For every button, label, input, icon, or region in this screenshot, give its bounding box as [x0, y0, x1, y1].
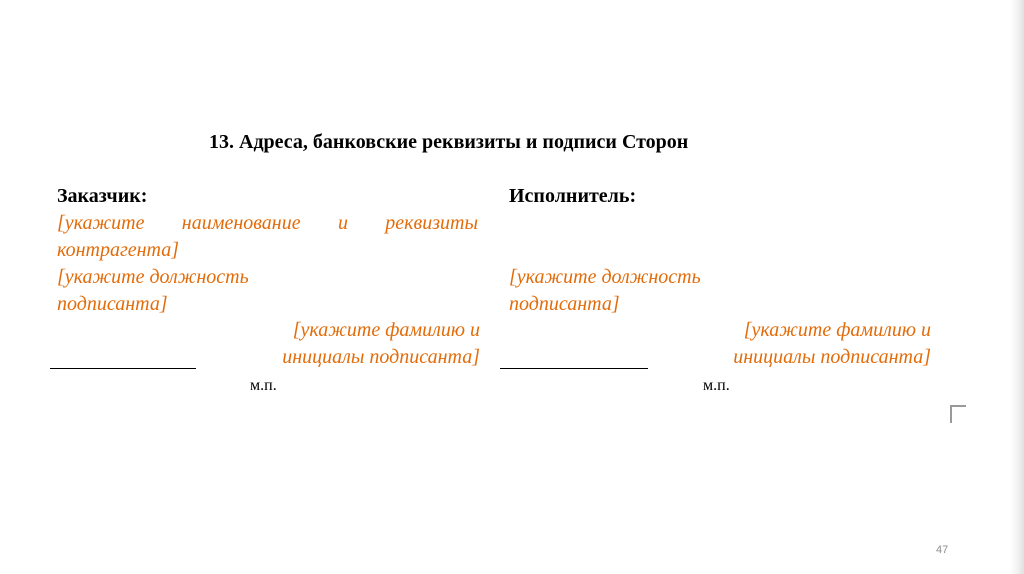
customer-requisites-placeholder-cont: контрагента]	[57, 239, 180, 261]
customer-name-placeholder-cont: инициалы подписанта]	[282, 346, 480, 368]
executor-name-placeholder-cont: инициалы подписанта]	[733, 346, 931, 368]
customer-heading: Заказчик:	[57, 185, 148, 207]
corner-bracket-icon	[950, 405, 966, 423]
executor-name-placeholder: [укажите фамилию и	[743, 319, 931, 341]
page-edge-shadow	[1010, 0, 1024, 574]
customer-position-placeholder-cont: подписанта]	[57, 293, 168, 315]
executor-position-placeholder-cont: подписанта]	[509, 293, 620, 315]
section-title: 13. Адреса, банковские реквизиты и подписи Сторон	[209, 131, 689, 153]
customer-stamp-label: м.п.	[250, 377, 277, 394]
executor-stamp-label: м.п.	[703, 377, 730, 394]
executor-signature-line	[500, 368, 648, 369]
executor-position-placeholder: [укажите должность	[509, 266, 701, 288]
customer-position-placeholder: [укажите должность	[57, 266, 249, 288]
customer-requisites-placeholder: [укажите наименование и реквизиты	[57, 212, 478, 234]
customer-name-placeholder: [укажите фамилию и	[292, 319, 480, 341]
executor-heading: Исполнитель:	[509, 185, 637, 207]
page-number: 47	[936, 544, 949, 556]
customer-signature-line	[50, 368, 196, 369]
